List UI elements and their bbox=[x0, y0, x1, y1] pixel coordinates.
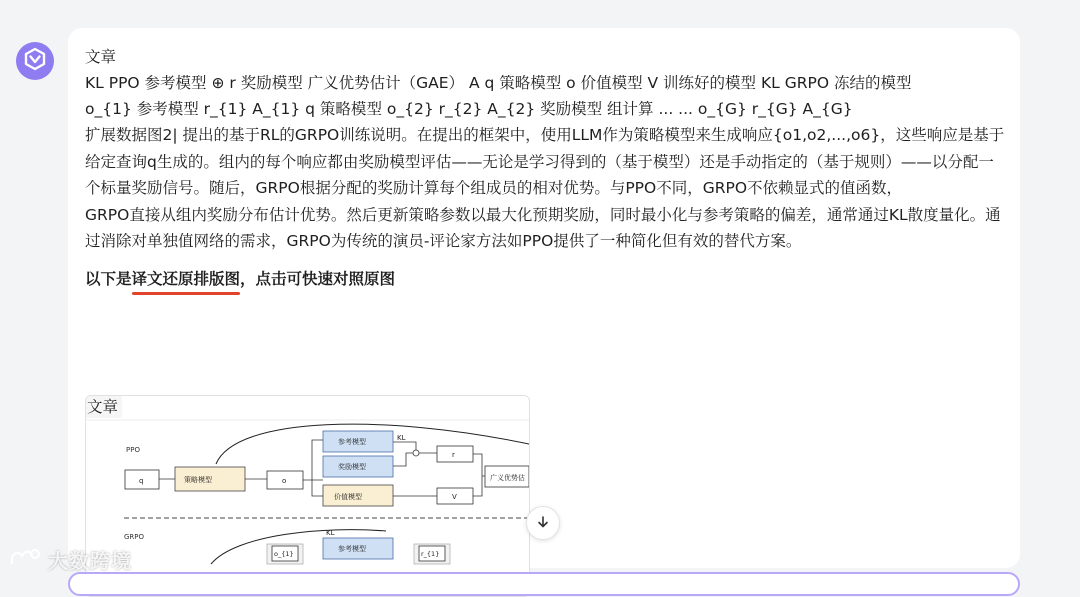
message-paragraph: GRPO直接从组内奖励分布估计优势。然后更新策略参数以最大化预期奖励，同时最小化与参考策略的偏差，通常通过KL散度量化。通过消除对单独值网络的需求，GRPO为传统的演员-评论家方法如PPO提供了一种简化但有效的替代方案。 bbox=[85, 205, 1001, 250]
o1-label: o_{1} bbox=[274, 550, 294, 558]
kl-label: KL bbox=[397, 434, 406, 442]
assistant-logo-icon bbox=[23, 47, 47, 75]
notice-suffix: ，点击可快速对照原图 bbox=[240, 269, 396, 288]
translation-notice bbox=[85, 266, 1005, 292]
reward-model-label: 奖励模型 bbox=[338, 463, 366, 471]
gae-label: 广义优势估 bbox=[490, 474, 525, 482]
notice-highlight: 译文还原排版图 bbox=[132, 266, 241, 292]
ppo-label: PPO bbox=[126, 446, 140, 454]
assistant-message-card bbox=[68, 28, 1020, 568]
assistant-avatar bbox=[16, 42, 54, 80]
r1-label: r_{1} bbox=[421, 550, 440, 558]
message-line: KL PPO 参考模型 ⊕ r 奖励模型 广义优势估计（GAE） A q 策略模型 o 价值模型 V 训练好的模型 KL GRPO 冻结的模型 bbox=[85, 74, 912, 92]
scroll-down-button[interactable] bbox=[526, 506, 560, 540]
grpo-kl-label: KL bbox=[326, 529, 335, 537]
policy-model-label: 策略模型 bbox=[184, 476, 212, 484]
arrow-down-icon bbox=[536, 514, 550, 533]
watermark-text: 大数跨境 bbox=[48, 549, 132, 573]
reference-model-label: 参考模型 bbox=[338, 438, 366, 446]
translated-layout-preview[interactable] bbox=[85, 395, 530, 597]
chat-input-box[interactable] bbox=[68, 572, 1020, 596]
grpo-diagram bbox=[86, 396, 529, 596]
value-model-label: 价值模型 bbox=[334, 493, 362, 501]
watermark bbox=[8, 545, 132, 574]
message-line: o_{1} 参考模型 r_{1} A_{1} q 策略模型 o_{2} r_{2} A_{2} 奖励模型 组计算 ... ... o_{G} r_{G} A_{G} bbox=[85, 100, 853, 118]
message-content bbox=[85, 44, 1005, 292]
watermark-logo-icon bbox=[8, 546, 42, 573]
r-label: r bbox=[452, 451, 455, 459]
o-label: o bbox=[282, 477, 287, 485]
v-label: V bbox=[452, 493, 457, 501]
preview-title: 文章 bbox=[86, 396, 122, 418]
grpo-reference-model-label: 参考模型 bbox=[338, 545, 366, 553]
r-box bbox=[437, 446, 473, 462]
q-label: q bbox=[139, 477, 144, 485]
message-heading: 文章 bbox=[85, 48, 117, 66]
notice-prefix: 以下是 bbox=[85, 269, 132, 288]
grpo-label: GRPO bbox=[124, 533, 145, 541]
message-paragraph: 扩展数据图2| 提出的基于RL的GRPO训练说明。在提出的框架中，使用LLM作为策略模型来生成响应{o1,o2,...,o6}，这些响应是基于给定查询q生成的。组内的每个响应都由奖励模型评估——无论是学习得到的（基于模型）还是手动指定的（基于规则）——以分配一个标量奖励信号。随后，GRPO根据分配的奖励计算每个组成员的相对优势。与PPO不同，GRPO不依赖显式的值函数， bbox=[85, 126, 1005, 197]
